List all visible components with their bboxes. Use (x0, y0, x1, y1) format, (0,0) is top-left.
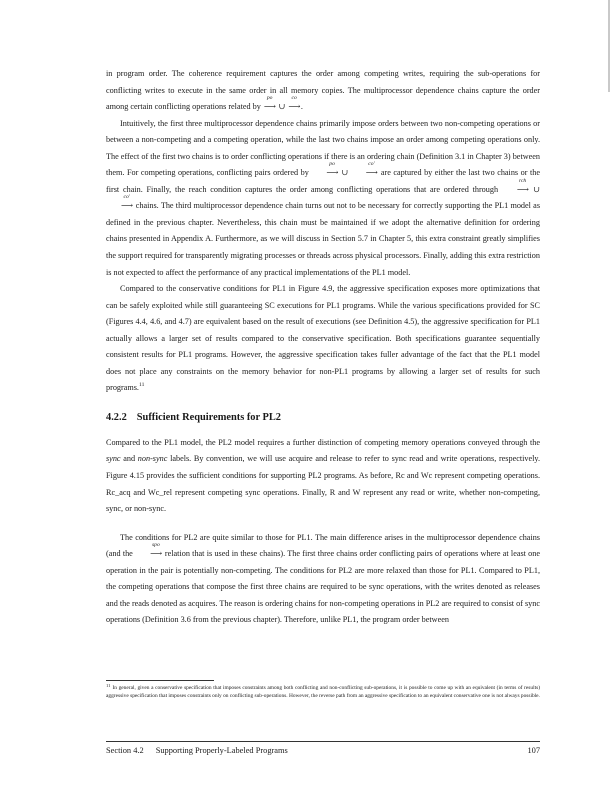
paragraph-2: Intuitively, the first three multiprocessor dependence chains primarily impose orders between two non-competing operations or between a non-competing and a competing operation, while the last two chains impose an order among competing operations only. The effect of the first two chains is to order conflicting operations if there is an ordering chain (Definition 3.1 in Chapter 3) between them. For competing operations, conflicting pairs ordered by po ⟶ ∪ co′ ⟶ are captured by either the last two chains or the first chain. Finally, the reach condition captures the order among conflicting operations that are ordered through rch ⟶ ∪ co′ ⟶ chains. The third multiprocessor dependence chain turns out not to be necessary for correctly supporting the PL1 model as defined in the previous chapter. Nevertheless, this chain must be maintained if we adopt the alternative definition for ordering chains presented in Appendix A. Furthermore, as we will discuss in Section 5.7 in Chapter 5, this extra constraint greatly simplifies the support required for transparently migrating processes or threads across physical processors. Finally, adding this extra restriction is not expected to affect the performance of any practical implementations of the PL1 model. (106, 118, 541, 277)
po-arrow-symbol: po ⟶ (326, 161, 338, 178)
co-prime-arrow-symbol: co′ ⟶ (121, 194, 133, 211)
page-number: 107 (527, 746, 540, 755)
footnote: 11 In general, given a conservative specification that imposes constraints among both conflicting and non-conflicting sub-operations, it is possible to come up with an equivalent (in terms of results) aggressive specification that imposes constraints only on conflicting sub-operations. However, the reverse path from an aggressive specification to an equivalent conservative one is not always possible. (106, 682, 540, 700)
rch-arrow-symbol: rch ⟶ (516, 177, 529, 194)
spo-arrow-symbol: spo ⟶ (150, 542, 162, 559)
po-arrow-symbol: po ⟶ (263, 95, 276, 112)
scan-edge-mark (608, 0, 610, 92)
paragraph-1: in program order. The coherence requirement captures the order among competing writes, requiring the sub-operations for conflicting writes to execute in the same order in all memory copies. The multiprocessor dependence chains capture the order among certain conflicting operations related by po ⟶ ∪ co ⟶. (106, 69, 540, 112)
main-text (106, 66, 540, 629)
page-footer (106, 745, 540, 757)
co-arrow-symbol: co ⟶ (288, 95, 300, 112)
footer-title: Supporting Properly-Labeled Programs (155, 746, 288, 755)
section-heading: 4.2.2 Sufficient Requirements for PL2 (106, 411, 281, 423)
footer-divider (106, 741, 540, 742)
co-prime-arrow-symbol: co′ ⟶ (365, 161, 378, 178)
footnote-divider (106, 680, 214, 681)
paragraph-5: The conditions for PL2 are quite similar to those for PL1. The main difference arises in the multiprocessor dependence chains (and the spo ⟶ relation that is used in these chains). The first three chains order conflicting pairs of operations where at least one operation in the pair is potentially non-competing. The conditions for PL2 are more relaxed than those for PL1. Compared to PL1, the competing operations that compose the first three chains are required to be sync operations, with the writes denoted as releases and the reads denoted as acquires. The reason is ordering chains for non-competing operations in PL2 are required to consist of sync operations (Definition 3.6 from the previous chapter). Therefore, unlike PL1, the program order between (106, 532, 541, 625)
paragraph-3: Compared to the conservative conditions for PL1 in Figure 4.9, the aggressive specification exposes more optimizations that can be safely exploited while still guaranteeing SC executions for PL1 programs. While the various specifications provided for SC (Figures 4.4, 4.6, and 4.7) are equivalent based on the result of executions (see Definition 4.5), the aggressive specification for PL1 actually allows a larger set of results compared to the conservative specification. Both specifications guarantee sequentially consistent results for PL1 programs. However, the aggressive specification takes fuller advantage of the fact that the PL1 model does not place any constraints on the memory behavior for non-PL1 programs by allowing a larger set of results for such programs.$^{11}$ (106, 284, 540, 393)
footnote-reference[interactable]: 11 (138, 382, 145, 389)
footer-section: Section 4.2 (106, 746, 144, 755)
paragraph-4: Compared to the PL1 model, the PL2 model requires a further distinction of competing memory operations conveyed through the sync and non-sync labels. By convention, we will use acquire and release to refer to sync read and write operations, respectively. Figure 4.15 provides the sufficient conditions for supporting PL2 programs. As before, Rc and Wc represent competing operations. Rc_acq and Wc_rel represent competing sync operations. Finally, R and W represent any read or write, whether non-competing, sync, or non-sync. (106, 437, 541, 514)
